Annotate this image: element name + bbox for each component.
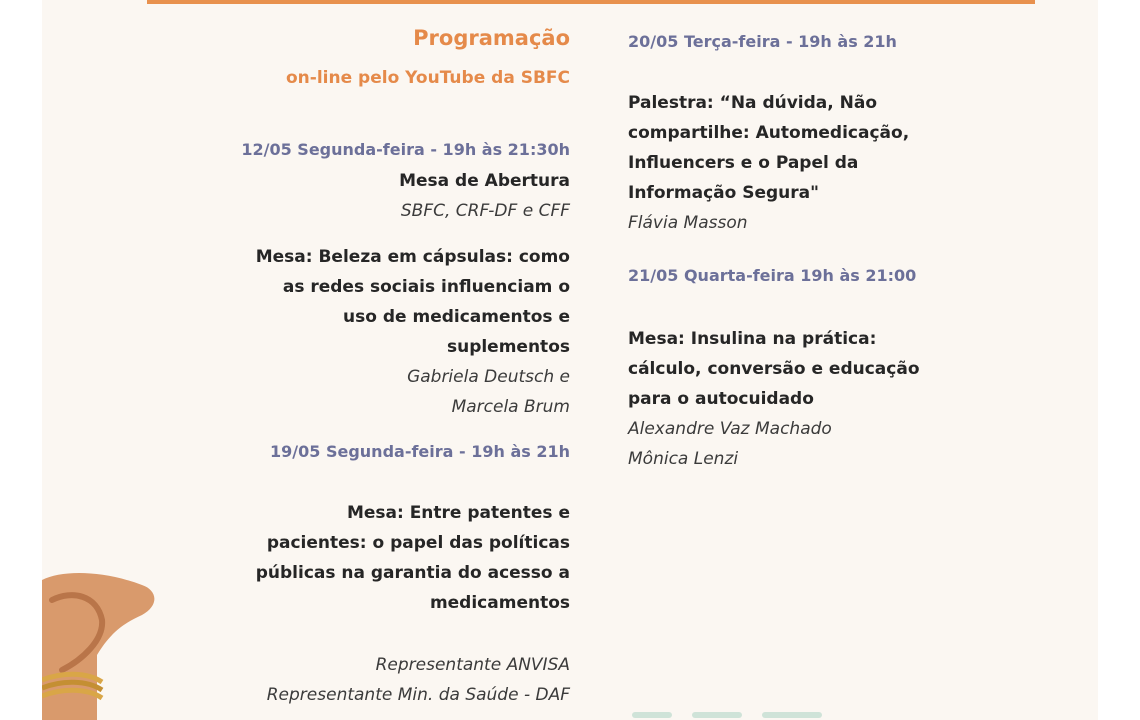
- opening-title: Mesa de Abertura: [399, 171, 570, 191]
- day2-date: 19/05 Segunda-feira - 19h às 21h: [270, 442, 570, 461]
- day3-talk-line: Influencers e o Papel da: [628, 153, 859, 173]
- right-column: [628, 0, 1048, 720]
- day4-talk-line: Mesa: Insulina na prática:: [628, 329, 877, 349]
- day2-talk-line: medicamentos: [429, 593, 570, 613]
- left-column: [42, 0, 570, 720]
- day2-talk-line: pacientes: o papel das políticas: [266, 533, 570, 553]
- day2-speaker: Representante ANVISA: [375, 655, 570, 675]
- day4-date: 21/05 Quarta-feira 19h às 21:00: [628, 266, 917, 285]
- day4-talk-line: cálculo, conversão e educação: [628, 359, 920, 379]
- day3-speaker: Flávia Masson: [628, 213, 748, 233]
- cropped-content-hint: [632, 708, 872, 720]
- day1-speaker: Marcela Brum: [451, 397, 570, 417]
- day1-talk-line: as redes sociais influenciam o: [282, 277, 570, 297]
- day4-speaker: Mônica Lenzi: [628, 449, 739, 469]
- day1-talk-line: suplementos: [446, 337, 570, 357]
- day2-talk-line: públicas na garantia do acesso a: [255, 563, 570, 583]
- day1-speaker: Gabriela Deutsch e: [407, 367, 570, 387]
- program-title: Programação: [413, 26, 570, 50]
- opening-speakers: SBFC, CRF-DF e CFF: [400, 201, 570, 221]
- day4-talk-line: para o autocuidado: [628, 389, 814, 409]
- event-poster: [42, 0, 1098, 720]
- day3-talk-line: Informação Segura": [628, 183, 819, 203]
- day4-speaker: Alexandre Vaz Machado: [628, 419, 832, 439]
- day1-talk-line: uso de medicamentos e: [343, 307, 570, 327]
- day2-talk-line: Mesa: Entre patentes e: [346, 503, 570, 523]
- day1-talk-line: Mesa: Beleza em cápsulas: como: [255, 247, 570, 267]
- day3-talk-line: Palestra: “Na dúvida, Não: [628, 93, 878, 113]
- day3-date: 20/05 Terça-feira - 19h às 21h: [628, 32, 897, 51]
- day2-speaker: Representante Min. da Saúde - DAF: [266, 685, 570, 705]
- day1-date: 12/05 Segunda-feira - 19h às 21:30h: [241, 140, 570, 159]
- program-subtitle: on-line pelo YouTube da SBFC: [286, 68, 570, 88]
- day3-talk-line: compartilhe: Automedicação,: [628, 123, 910, 143]
